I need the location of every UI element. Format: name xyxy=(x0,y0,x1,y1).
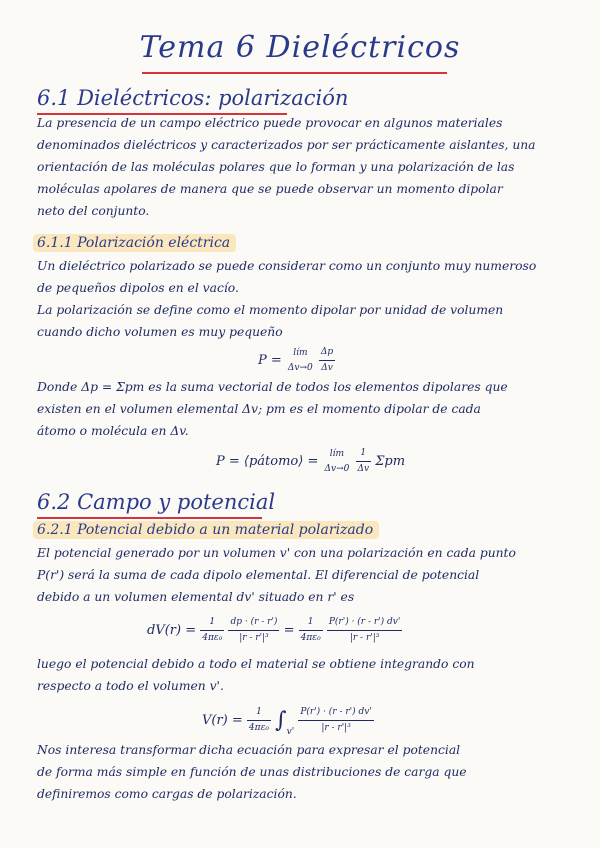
eq-fraction: $\frac{\Delta p}{\Delta v}$ xyxy=(320,347,334,373)
text-line: átomo o molécula en Δv. xyxy=(37,424,189,438)
text-line: denominados dieléctricos y caracterizados por ser prácticamente aislantes, una xyxy=(37,138,536,152)
text-line: respecto a todo el volumen v'. xyxy=(37,679,224,693)
text-line: P(r') será la suma de cada dipolo elemental. El diferencial de potencial xyxy=(37,568,480,582)
eq-fraction: $\frac{1}{\Delta v}$ xyxy=(357,448,370,474)
eq-equals: = xyxy=(283,623,295,638)
integral-subscript: v' xyxy=(286,727,295,737)
integral-sign: ∫ xyxy=(275,708,287,733)
text-line: Nos interesa transformar dicha ecuación para expresar el potencial xyxy=(37,743,461,757)
section-heading-underline xyxy=(37,517,262,519)
subsection-1-1-paragraph-2 xyxy=(37,376,560,442)
equation-differential-potential xyxy=(147,615,402,646)
text-line: cuando dicho volumen es muy pequeño xyxy=(37,325,283,339)
section-heading-6-2: 6.2 Campo y potencial xyxy=(37,490,276,514)
eq-fraction: $\frac{1}{\text{4πε₀}}$ xyxy=(248,707,270,733)
text-line: de forma más simple en función de unas distribuciones de carga que xyxy=(37,765,467,779)
section-heading-6-1: 6.1 Dieléctricos: polarización xyxy=(37,86,349,110)
subsection-heading-6-1-1: 6.1.1 Polarización eléctrica xyxy=(33,234,236,252)
subsection-2-1-paragraph-1 xyxy=(37,542,560,608)
eq-lhs: P = xyxy=(258,353,282,368)
text-line: orientación de las moléculas polares que lo forman y una polarización de las xyxy=(37,160,515,174)
text-line: La polarización se define como el momento dipolar por unidad de volumen xyxy=(37,303,504,317)
text-line: moléculas apolares de manera que se puede observar un momento dipolar xyxy=(37,182,503,196)
text-line: Donde Δp = Σpm es la suma vectorial de todos los elementos dipolares que xyxy=(37,380,508,394)
subsection-heading-6-2-1: 6.2.1 Potencial debido a un material polarizado xyxy=(33,521,379,539)
eq-sum: Σpm xyxy=(375,454,406,469)
text-line: neto del conjunto. xyxy=(37,204,150,218)
text-line: La presencia de un campo eléctrico puede provocar en algunos materiales xyxy=(37,116,503,130)
text-line: luego el potencial debido a todo el material se obtiene integrando con xyxy=(37,657,475,671)
page-title: Tema 6 Dieléctricos xyxy=(139,30,461,65)
text-line: Un dieléctrico polarizado se puede considerar como un conjunto muy numeroso xyxy=(37,259,537,273)
subsection-2-1-paragraph-3 xyxy=(37,739,560,805)
title-underline xyxy=(142,72,447,74)
section-1-paragraph xyxy=(37,112,560,222)
subsection-1-1-paragraph-1 xyxy=(37,255,560,343)
equation-total-potential xyxy=(202,705,374,737)
text-line: de pequeños dipolos en el vacío. xyxy=(37,281,239,295)
text-line: definiremos como cargas de polarización. xyxy=(37,787,297,801)
eq-limit: lím Δv→0 xyxy=(324,448,350,474)
equation-polarization-average xyxy=(216,446,405,477)
equation-polarization-definition xyxy=(258,345,335,376)
subsection-2-1-paragraph-2 xyxy=(37,653,560,697)
eq-lhs: P = ⟨pátomo⟩ = xyxy=(216,454,319,469)
text-line: debido a un volumen elemental dv' situado en r' es xyxy=(37,590,355,604)
eq-lhs: V(r) = xyxy=(202,713,243,728)
eq-lhs: dV(r) = xyxy=(147,623,197,638)
eq-limit: lím Δv→0 xyxy=(287,347,313,373)
eq-fraction: $\frac{1}{\text{4πε₀}}$ xyxy=(300,617,321,643)
eq-fraction: $\frac{P(r') \cdot (r - r') dv'}{\text{|r - r'|³}}$ xyxy=(328,617,401,643)
eq-fraction: $\frac{1}{\text{4πε₀}}$ xyxy=(202,617,223,643)
text-line: existen en el volumen elemental Δv; pm es el momento dipolar de cada xyxy=(37,402,481,416)
eq-fraction: $\frac{dp \cdot (r - r')}{\text{|r - r'|³}}$ xyxy=(230,617,278,643)
eq-fraction: $\frac{P(r') \cdot (r - r') dv'}{\text{|r - r'|³}}$ xyxy=(300,707,372,733)
text-line: El potencial generado por un volumen v' con una polarización en cada punto xyxy=(37,546,516,560)
